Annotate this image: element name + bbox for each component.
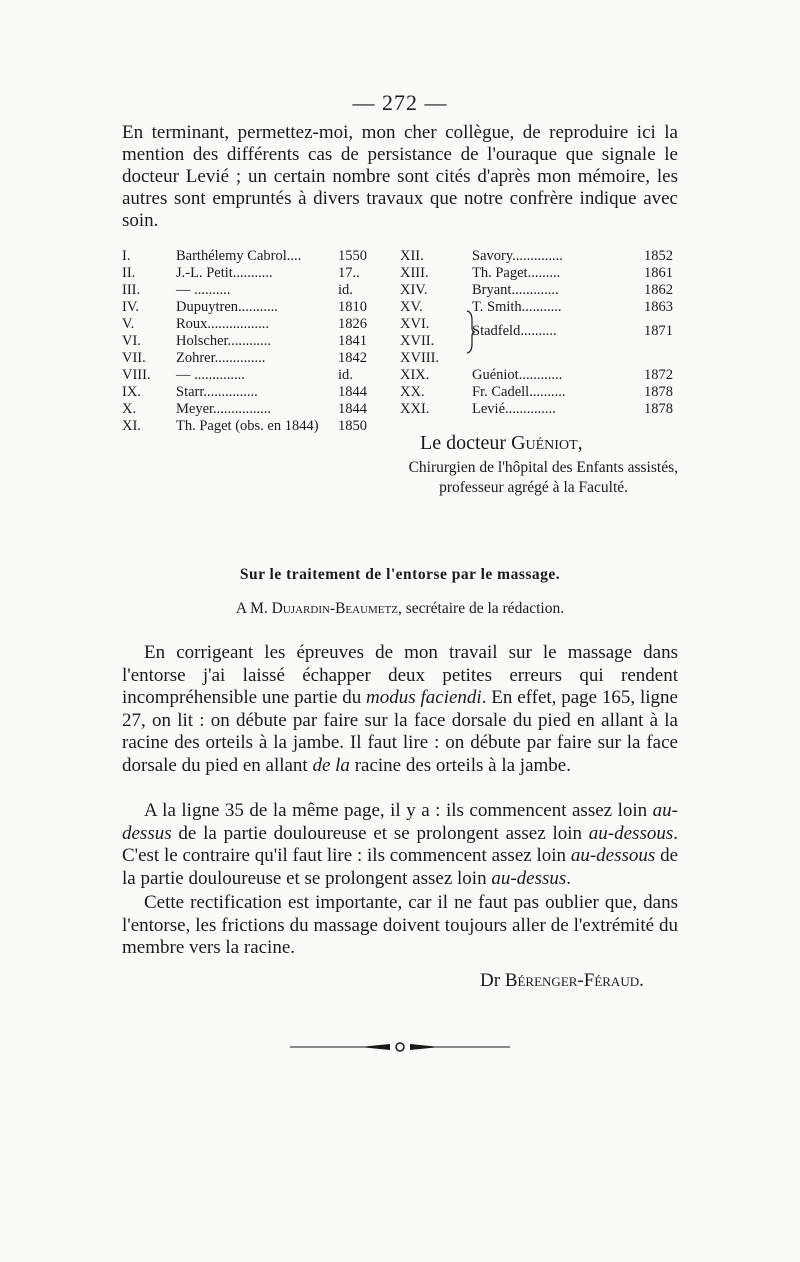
case-year: 1852 (644, 248, 673, 264)
ornament-divider-icon (290, 1040, 510, 1054)
case-number: XVIII. (400, 350, 440, 366)
case-year: id. (338, 282, 353, 298)
table-row (122, 350, 682, 367)
text-run: A la ligne 35 de la même page, il y a : ils commencent assez loin (144, 800, 653, 821)
case-year: 1850 (338, 418, 367, 434)
table-row (122, 265, 682, 282)
italic-text: modus faciendi (366, 687, 482, 708)
case-year: id. (338, 367, 353, 383)
case-number: VI. (122, 333, 141, 349)
case-author: Th. Paget (obs. en 1844) (176, 418, 319, 434)
table-row (122, 333, 682, 350)
text-run: . C'est le contraire qu'il faut lire : ils commencent assez loin (122, 822, 678, 866)
italic-text: au-dessous (570, 845, 656, 866)
case-year: 1826 (338, 316, 367, 332)
case-year: 1872 (644, 367, 673, 383)
grouped-author: Stadfeld.......... (472, 323, 557, 339)
case-number: IX. (122, 384, 141, 400)
case-number: XII. (400, 248, 424, 264)
case-author: Fr. Cadell.......... (472, 384, 566, 400)
case-author: J.-L. Petit........... (176, 265, 273, 281)
table-row (122, 367, 682, 384)
signature-prefix: Dr (480, 970, 501, 991)
case-year: 1862 (644, 282, 673, 298)
case-number: VIII. (122, 367, 151, 383)
case-number: XVI. (400, 316, 430, 332)
case-author: Barthélemy Cabrol.... (176, 248, 302, 264)
case-number: XIII. (400, 265, 429, 281)
case-author: Starr............... (176, 384, 258, 400)
intro-paragraph: En terminant, permettez-moi, mon cher collègue, de reproduire ici la mention des différents cas de persistance de l'ouraque que signale le docteur Levié ; un certain nombre sont cités d'après mon mémoire, les autres sont empruntés à divers travaux que notre confrère indique avec soin. (122, 122, 678, 231)
case-number: V. (122, 316, 135, 332)
case-author: T. Smith........... (472, 299, 562, 315)
case-number: X. (122, 401, 137, 417)
signature-gueniot (420, 432, 583, 455)
italic-text: au-dessus (491, 867, 567, 889)
case-number: II. (122, 265, 136, 281)
text-run: En corrigeant les épreuves de mon travail sur le massage dans l'entorse j'ai laissé échapper deux petites erreurs qui rendent incompréhensible une partie du (122, 642, 678, 708)
article-title: Sur le traitement de l'entorse par le massage. (239, 566, 561, 583)
case-year: 1810 (338, 299, 367, 315)
signature-prefix: Le docteur (420, 432, 507, 454)
affiliation-line: professeur agrégé à la Faculté. (439, 479, 628, 496)
case-author: Levié.............. (472, 401, 556, 417)
case-author: Roux................. (176, 316, 270, 332)
page-number: — 272 — (352, 90, 448, 115)
case-year: 1550 (338, 248, 367, 264)
signature-berenger (480, 970, 644, 992)
body-paragraph (122, 800, 678, 890)
text-run: de la partie douloureuse et se prolongent assez loin (171, 822, 589, 844)
case-number: XIX. (400, 367, 430, 383)
affiliation-line: Chirurgien de l'hôpital des Enfants assistés, (408, 459, 678, 476)
case-number: XVII. (400, 333, 435, 349)
case-author: — .......... (176, 282, 231, 298)
case-number: VII. (122, 350, 146, 366)
table-row (122, 384, 682, 401)
italic-text: au-dessous (588, 822, 674, 844)
text-run: . En effet, page 165, ligne 27, on lit : on débute par faire sur la face dorsale du pied en allant à la racine des orteils à la jambe. Il faut lire : on débute par faire sur la face dorsale du pied en allant (122, 687, 678, 776)
body-paragraph (122, 642, 678, 777)
case-number: XIV. (400, 282, 428, 298)
case-year: 1878 (644, 401, 673, 417)
case-year: 1863 (644, 299, 673, 315)
case-author: — .............. (176, 367, 245, 383)
case-number: XXI. (400, 401, 430, 417)
case-author: Dupuytren........... (176, 299, 278, 315)
case-year: 17.. (338, 265, 360, 281)
text-run: de la partie douloureuse et se prolongent assez loin (122, 845, 678, 889)
text-run: . (566, 867, 572, 889)
case-number: I. (122, 248, 131, 264)
text-run: racine des orteils à la jambe. (349, 754, 571, 776)
table-row (122, 316, 682, 333)
case-author: Bryant............. (472, 282, 559, 298)
case-number: IV. (122, 299, 140, 315)
dedication-suffix: secrétaire de la rédaction. (405, 600, 565, 617)
case-year: 1861 (644, 265, 673, 281)
signature-name: Guéniot, (511, 432, 583, 454)
body-paragraph: Cette rectification est importante, car il ne faut pas oublier que, dans l'entorse, les frictions du massage doivent toujours aller de l'extrémité du membre vers la racine. (122, 892, 678, 958)
case-author: Savory.............. (472, 248, 563, 264)
table-row (122, 248, 682, 265)
case-author: Th. Paget......... (472, 265, 561, 281)
case-number: XI. (122, 418, 141, 434)
case-author: Meyer................ (176, 401, 272, 417)
case-year: 1844 (338, 401, 367, 417)
case-number: XV. (400, 299, 423, 315)
signature-name: Bérenger-Féraud. (504, 970, 644, 991)
case-author: Holscher............ (176, 333, 272, 349)
table-row (122, 282, 682, 299)
case-author: Zohrer.............. (176, 350, 266, 366)
table-row (122, 299, 682, 316)
case-year: 1841 (338, 333, 367, 349)
case-number: XX. (400, 384, 425, 400)
grouped-year: 1871 (644, 323, 673, 339)
case-number: III. (122, 282, 141, 298)
italic-text: au-dessus (122, 800, 678, 844)
table-row (122, 418, 682, 435)
italic-text: de la (312, 754, 350, 776)
case-year: 1878 (644, 384, 673, 400)
case-author: Guéniot............ (472, 367, 563, 383)
table-row (122, 401, 682, 418)
dedication-name: Dujardin-Beaumetz, (271, 600, 402, 617)
dedication (0, 600, 800, 618)
case-year: 1842 (338, 350, 367, 366)
case-year: 1844 (338, 384, 367, 400)
dedication-prefix: A M. (235, 600, 268, 617)
